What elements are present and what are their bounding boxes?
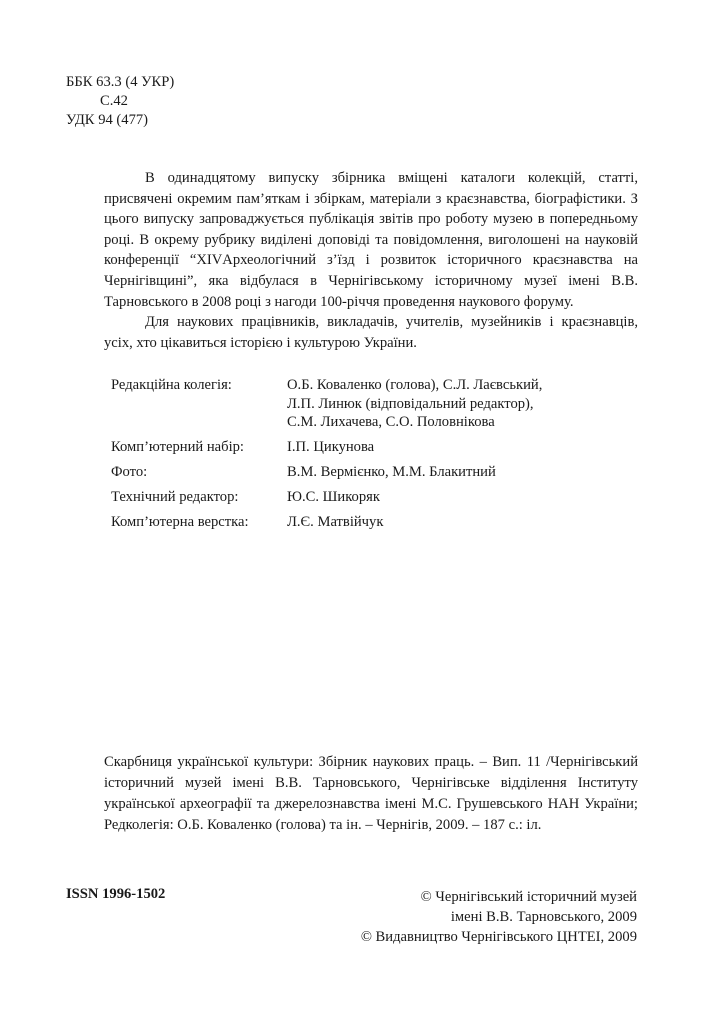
copyright-notice (361, 887, 637, 947)
citation-line: української археографії та джерелознавства імені М.С. Грушевського НАН України; (104, 796, 638, 812)
summary-paragraph: Для наукових працівників, викладачів, учителів, музейників і краєзнавців, усіх, хто цікавиться історією і культурою України. (104, 314, 638, 351)
credit-value-line: О.Б. Коваленко (голова), С.Л. Лаєвський, (287, 377, 543, 393)
credit-label: Комп’ютерна верстка: (111, 514, 249, 530)
summary-paragraph: В одинадцятому випуску збірника вміщені каталоги колекцій, статті, присвячені окремим пам’яткам і збіркам, матеріали з краєзнавства, біографістики. З цього випуску запроваджується публікація звітів про роботу музею в попередньому році. В окрему рубрику виділені доповіді та повідомлення, виголошені на науковій конференції “XIVАрхеологічний з’їзд і розвиток історичного краєзнавства на Чернігівщині”, яка відбулася в Чернігівському історичному музеї імені В.В. Тарновського в 2008 році з нагоди 100-річчя проведення наукового форуму. (104, 170, 638, 310)
credit-value-line: С.М. Лихачева, С.О. Половнікова (287, 414, 495, 430)
annotation-summary (104, 168, 638, 353)
credit-row-editorial-board (111, 376, 581, 432)
credit-label: Фото: (111, 464, 148, 480)
credit-label: Технічний редактор: (111, 489, 239, 505)
credit-row-photo (111, 463, 581, 482)
citation-line: історичний музей імені В.В. Тарновського, Чернігівське відділення Інституту (104, 775, 638, 791)
credit-value: Л.Є. Матвійчук (287, 514, 384, 530)
credits-table (111, 376, 581, 538)
credit-value: В.М. Вермієнко, М.М. Блакитний (287, 464, 496, 480)
issn-number: ISSN 1996-1502 (66, 886, 166, 902)
credit-row-typesetting (111, 438, 581, 457)
credit-value: Ю.С. Шикоряк (287, 489, 380, 505)
udk-code: УДК 94 (477) (66, 112, 149, 128)
copyright-line: © Чернігівський історичний музей (420, 889, 637, 905)
classification-header (66, 73, 174, 130)
credit-value-line: Л.П. Линюк (відповідальний редактор), (287, 395, 534, 412)
credit-label: Редакційна колегія: (111, 377, 232, 393)
bbk-code: ББК 63.3 (4 УКР) (66, 74, 175, 90)
bibliographic-citation (104, 752, 638, 836)
copyright-line: імені В.В. Тарновського, 2009 (450, 909, 637, 925)
citation-line: Скарбниця української культури: Збірник наукових праць. – Вип. 11 /Чернігівський (104, 754, 638, 770)
credit-row-technical-editor (111, 488, 581, 507)
credit-label: Комп’ютерний набір: (111, 439, 244, 455)
author-mark: С.42 (100, 93, 128, 109)
citation-line: Редколегія: О.Б. Коваленко (голова) та ін. – Чернігів, 2009. – 187 с.: іл. (104, 817, 542, 833)
credit-value: І.П. Цикунова (287, 439, 375, 455)
credit-row-layout (111, 513, 581, 532)
copyright-line: © Видавництво Чернігівського ЦНТЕІ, 2009 (360, 929, 637, 945)
credit-value (287, 376, 581, 432)
